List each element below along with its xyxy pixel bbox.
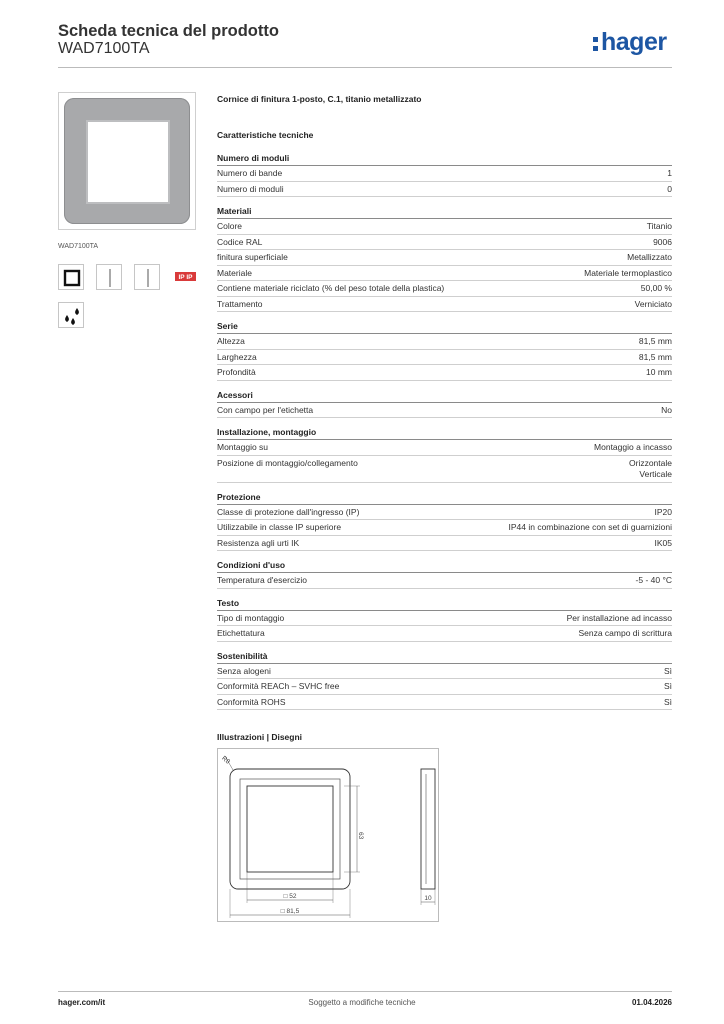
spec-key: Trattamento xyxy=(217,298,263,309)
spec-row xyxy=(217,166,672,182)
section-title: Sostenibilità xyxy=(217,651,672,664)
spec-value: -5 - 40 °C xyxy=(635,575,672,585)
photo-caption: WAD7100TA xyxy=(58,243,99,250)
footer-divider xyxy=(58,991,672,992)
water-drops-icon xyxy=(58,302,84,328)
spec-key: Conformità REACh – SVHC free xyxy=(217,681,340,691)
spec-value: Senza campo di scrittura xyxy=(578,628,672,638)
inner-width-label: □ 52 xyxy=(283,893,297,900)
spec-row xyxy=(217,219,672,235)
spec-row xyxy=(217,626,672,642)
spec-row xyxy=(217,297,672,313)
spec-row xyxy=(217,350,672,366)
spec-value: 1 xyxy=(667,168,672,178)
spec-row xyxy=(217,664,672,680)
radius-label: R8 xyxy=(220,754,232,766)
outer-width-label: □ 81,5 xyxy=(280,908,300,915)
spec-key: Numero di moduli xyxy=(217,183,284,194)
spec-key: Etichettatura xyxy=(217,628,265,638)
section-title: Numero di moduli xyxy=(217,153,672,166)
spec-value: Verniciato xyxy=(634,298,672,309)
spec-value: Sì xyxy=(663,665,672,676)
spec-value: 81,5 mm xyxy=(638,351,672,362)
footer-date: 01.04.2026 xyxy=(631,998,672,1007)
spec-value: IP20 xyxy=(654,506,672,517)
spec-key: Utilizzabile in classe IP superiore xyxy=(217,522,342,532)
spec-row xyxy=(217,266,672,282)
spec-key: Larghezza xyxy=(217,351,257,362)
spec-row xyxy=(217,611,672,627)
spec-row xyxy=(217,334,672,350)
spec-row xyxy=(217,235,672,251)
spec-key: Tipo di montaggio xyxy=(217,612,285,623)
spec-row xyxy=(217,573,672,589)
spec-row xyxy=(217,250,672,266)
height-label: 63 xyxy=(357,832,364,840)
spec-row xyxy=(217,182,672,198)
spec-key: Conformità ROHS xyxy=(217,696,286,707)
section-title: Serie xyxy=(217,321,672,334)
header-divider xyxy=(58,67,672,68)
spec-row xyxy=(217,505,672,521)
spec-section xyxy=(217,390,672,419)
spec-section xyxy=(217,560,672,589)
section-title: Condizioni d'uso xyxy=(217,560,672,573)
spec-key: Classe di protezione dall'ingresso (IP) xyxy=(217,506,360,517)
spec-key: Con campo per l'etichetta xyxy=(217,404,314,415)
line-icon xyxy=(96,264,122,290)
spec-key: Numero di bande xyxy=(217,168,283,178)
spec-row xyxy=(217,456,672,483)
spec-value: 50,00 % xyxy=(640,283,672,293)
section-title: Materiali xyxy=(217,206,672,219)
spec-key: finitura superficiale xyxy=(217,252,288,262)
spec-row xyxy=(217,281,672,297)
ip-badge-text: IP IP xyxy=(178,274,193,281)
spec-row xyxy=(217,403,672,419)
spec-row xyxy=(217,520,672,536)
spec-row xyxy=(217,536,672,552)
spec-section xyxy=(217,153,672,197)
spec-row xyxy=(217,440,672,456)
spec-value: IK05 xyxy=(654,537,672,548)
spec-section xyxy=(217,651,672,711)
spec-section xyxy=(217,598,672,642)
spec-section xyxy=(217,492,672,552)
spec-value: Montaggio a incasso xyxy=(594,442,672,452)
spec-key: Altezza xyxy=(217,336,245,346)
spec-key: Contiene materiale riciclato (% del peso totale della plastica) xyxy=(217,283,445,293)
section-title: Acessori xyxy=(217,390,672,403)
page-title: Scheda tecnica del prodotto xyxy=(58,22,279,40)
spec-row xyxy=(217,365,672,381)
spec-value: 81,5 mm xyxy=(638,336,672,346)
section-title: Testo xyxy=(217,598,672,611)
spec-key: Colore xyxy=(217,221,243,231)
spec-key: Temperatura d'esercizio xyxy=(217,575,307,585)
frame-image xyxy=(64,98,190,224)
spec-value: 0 xyxy=(667,183,672,194)
logo-text: hager xyxy=(601,28,667,56)
spec-value: 10 mm xyxy=(646,367,672,377)
section-title: Installazione, montaggio xyxy=(217,427,672,440)
spec-row xyxy=(217,695,672,711)
spec-key: Posizione di montaggio/collegamento xyxy=(217,457,358,468)
spec-value: IP44 in combinazione con set di guarnizioni xyxy=(508,522,672,532)
depth-label: 10 xyxy=(424,895,432,902)
tech-content xyxy=(217,94,672,719)
spec-value: Sì xyxy=(663,696,672,707)
frame-opening xyxy=(86,120,170,204)
spec-value: Sì xyxy=(663,681,672,691)
spec-key: Resistenza agli urti IK xyxy=(217,537,300,548)
spec-value: Metallizzato xyxy=(627,252,672,262)
spec-value: Orizzontale Verticale xyxy=(629,457,672,479)
spec-key: Materiale xyxy=(217,267,252,278)
ip-badge-icon xyxy=(172,264,198,290)
product-name: Cornice di finitura 1-posto, C.1, titanio metallizzato xyxy=(217,94,422,104)
drawing-border xyxy=(218,749,439,922)
footer-note: Soggetto a modifiche tecniche xyxy=(308,998,416,1007)
illustrations-title: Illustrazioni | Disegni xyxy=(217,732,303,742)
spec-key: Montaggio su xyxy=(217,442,269,452)
tech-title: Caratteristiche tecniche xyxy=(217,130,314,140)
product-photo xyxy=(58,92,196,230)
spec-value: Titanio xyxy=(646,221,672,231)
technical-drawing xyxy=(217,748,439,922)
spec-value: Per installazione ad incasso xyxy=(566,612,672,623)
line-icon xyxy=(134,264,160,290)
section-title: Protezione xyxy=(217,492,672,505)
footer-website[interactable]: hager.com/it xyxy=(58,998,106,1007)
spec-row xyxy=(217,679,672,695)
spec-key: Senza alogeni xyxy=(217,665,271,676)
spec-sections xyxy=(217,153,672,710)
spec-key: Profondità xyxy=(217,367,256,377)
spec-section xyxy=(217,427,672,483)
product-code: WAD7100TA xyxy=(58,40,150,57)
spec-key: Codice RAL xyxy=(217,236,263,247)
spec-section xyxy=(217,206,672,312)
spec-value: 9006 xyxy=(653,236,672,247)
hager-logo xyxy=(593,28,667,56)
spec-value: No xyxy=(661,404,672,415)
frame-square-icon xyxy=(58,264,84,290)
spec-section xyxy=(217,321,672,381)
spec-value: Materiale termoplastico xyxy=(584,267,672,278)
